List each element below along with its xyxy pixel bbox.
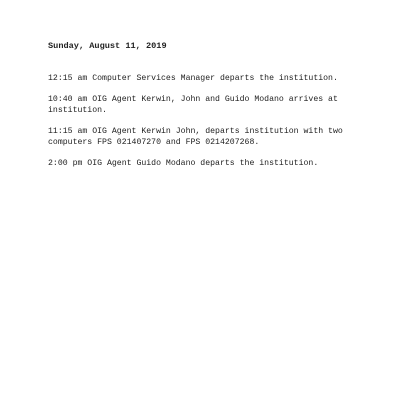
timeline-entry: 12:15 am Computer Services Manager departs the institution. [48, 74, 338, 83]
timeline-entries [48, 73, 348, 178]
date-heading: Sunday, August 11, 2019 [48, 41, 167, 51]
timeline-entry: 10:40 am OIG Agent Kerwin, John and Guido Modano arrives at institution. [48, 94, 338, 115]
timeline-entry: 2:00 pm OIG Agent Guido Modano departs the institution. [48, 158, 319, 168]
timeline-entry: 11:15 am OIG Agent Kerwin John, departs institution with two computers FPS 021407270 and FPS 0214207268. [48, 126, 343, 147]
